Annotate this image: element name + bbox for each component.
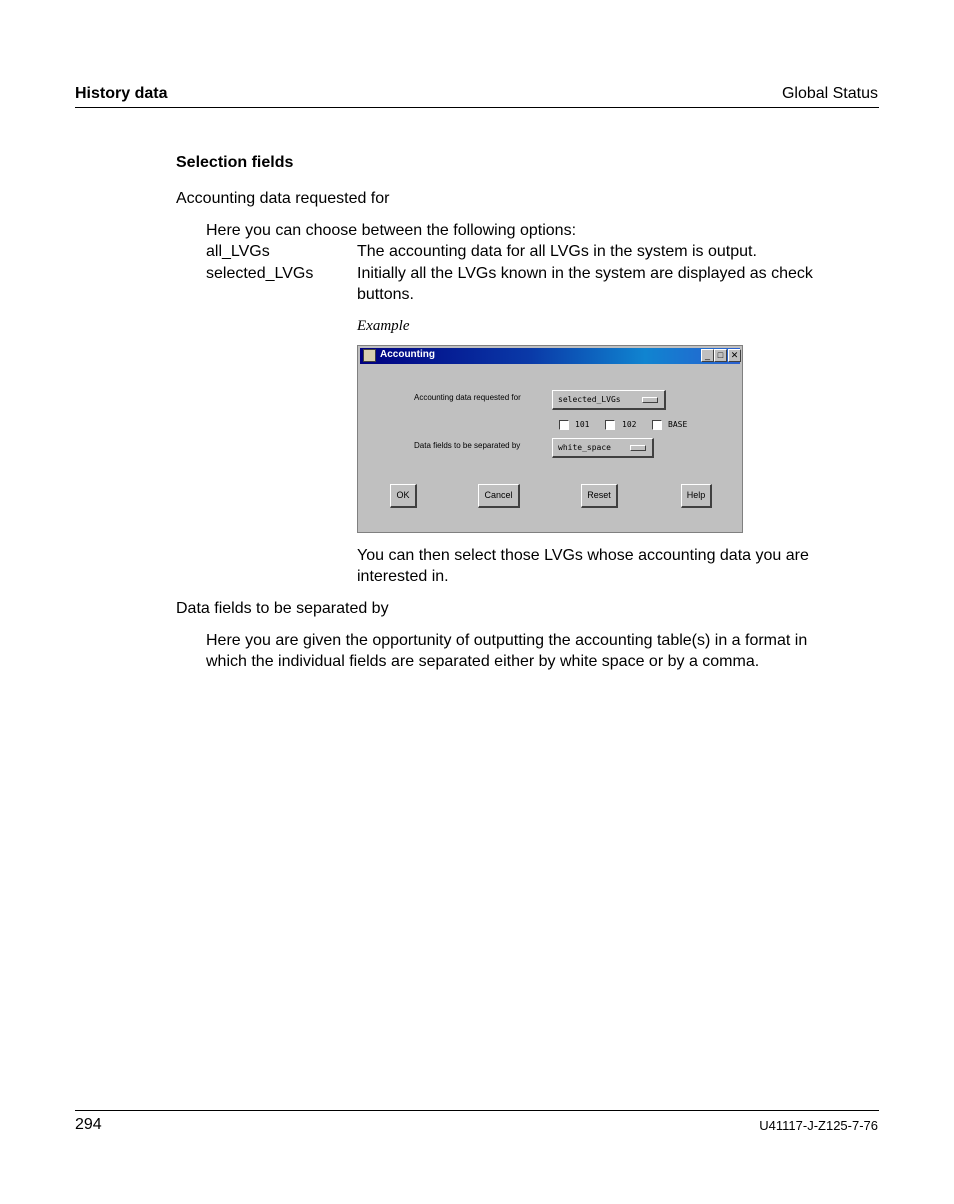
separated-by-label: Data fields to be separated by bbox=[414, 441, 521, 450]
field-label-requested: Accounting data requested for bbox=[176, 190, 390, 207]
reset-button[interactable]: Reset bbox=[581, 484, 618, 508]
options-intro: Here you can choose between the following options: bbox=[206, 222, 577, 239]
separated-desc-line1: Here you are given the opportunity of outputting the accounting table(s) in a format in bbox=[206, 632, 808, 649]
section-title: Selection fields bbox=[176, 154, 294, 171]
separated-by-value: white_space bbox=[558, 443, 611, 452]
requested-for-label: Accounting data requested for bbox=[414, 393, 521, 402]
ok-button[interactable]: OK bbox=[390, 484, 417, 508]
option-menu-indicator-icon bbox=[630, 445, 646, 451]
help-button[interactable]: Help bbox=[681, 484, 712, 508]
header-chapter-title: History data bbox=[75, 85, 168, 102]
option-term-selected-lvgs: selected_LVGs bbox=[206, 265, 314, 282]
requested-for-select[interactable] bbox=[552, 390, 666, 410]
option-desc-selected-lvgs-line2: buttons. bbox=[357, 286, 414, 303]
dialog-titlebar bbox=[360, 348, 740, 364]
app-icon bbox=[363, 349, 376, 362]
accounting-dialog bbox=[357, 345, 743, 533]
option-term-all-lvgs: all_LVGs bbox=[206, 243, 270, 260]
option-menu-indicator-icon bbox=[642, 397, 658, 403]
document-id: U41117-J-Z125-7-76 bbox=[759, 1118, 878, 1133]
dialog-title: Accounting bbox=[380, 349, 435, 360]
minimize-icon[interactable]: _ bbox=[701, 349, 714, 362]
cancel-button[interactable]: Cancel bbox=[478, 484, 520, 508]
footer-rule bbox=[75, 1110, 879, 1111]
maximize-icon[interactable]: □ bbox=[714, 349, 727, 362]
checkbox-102[interactable] bbox=[605, 420, 615, 430]
header-section-title: Global Status bbox=[781, 85, 878, 102]
header-rule bbox=[75, 107, 879, 108]
field-label-separated: Data fields to be separated by bbox=[176, 600, 389, 617]
checkbox-base[interactable] bbox=[652, 420, 662, 430]
requested-for-value: selected_LVGs bbox=[558, 395, 621, 404]
checkbox-101-label: 101 bbox=[575, 420, 590, 429]
option-desc-selected-lvgs-line1: Initially all the LVGs known in the system are displayed as check bbox=[357, 265, 813, 282]
checkbox-101[interactable] bbox=[559, 420, 569, 430]
after-example-line2: interested in. bbox=[357, 568, 449, 585]
option-desc-all-lvgs: The accounting data for all LVGs in the system is output. bbox=[357, 243, 757, 260]
checkbox-102-label: 102 bbox=[622, 420, 637, 429]
checkbox-base-label: BASE bbox=[668, 420, 688, 429]
separated-desc-line2: which the individual fields are separated either by white space or by a comma. bbox=[206, 653, 760, 670]
close-icon[interactable]: ✕ bbox=[728, 349, 741, 362]
after-example-line1: You can then select those LVGs whose accounting data you are bbox=[357, 547, 809, 564]
page-number: 294 bbox=[75, 1116, 102, 1133]
example-caption: Example bbox=[357, 318, 410, 334]
separated-by-select[interactable] bbox=[552, 438, 654, 458]
